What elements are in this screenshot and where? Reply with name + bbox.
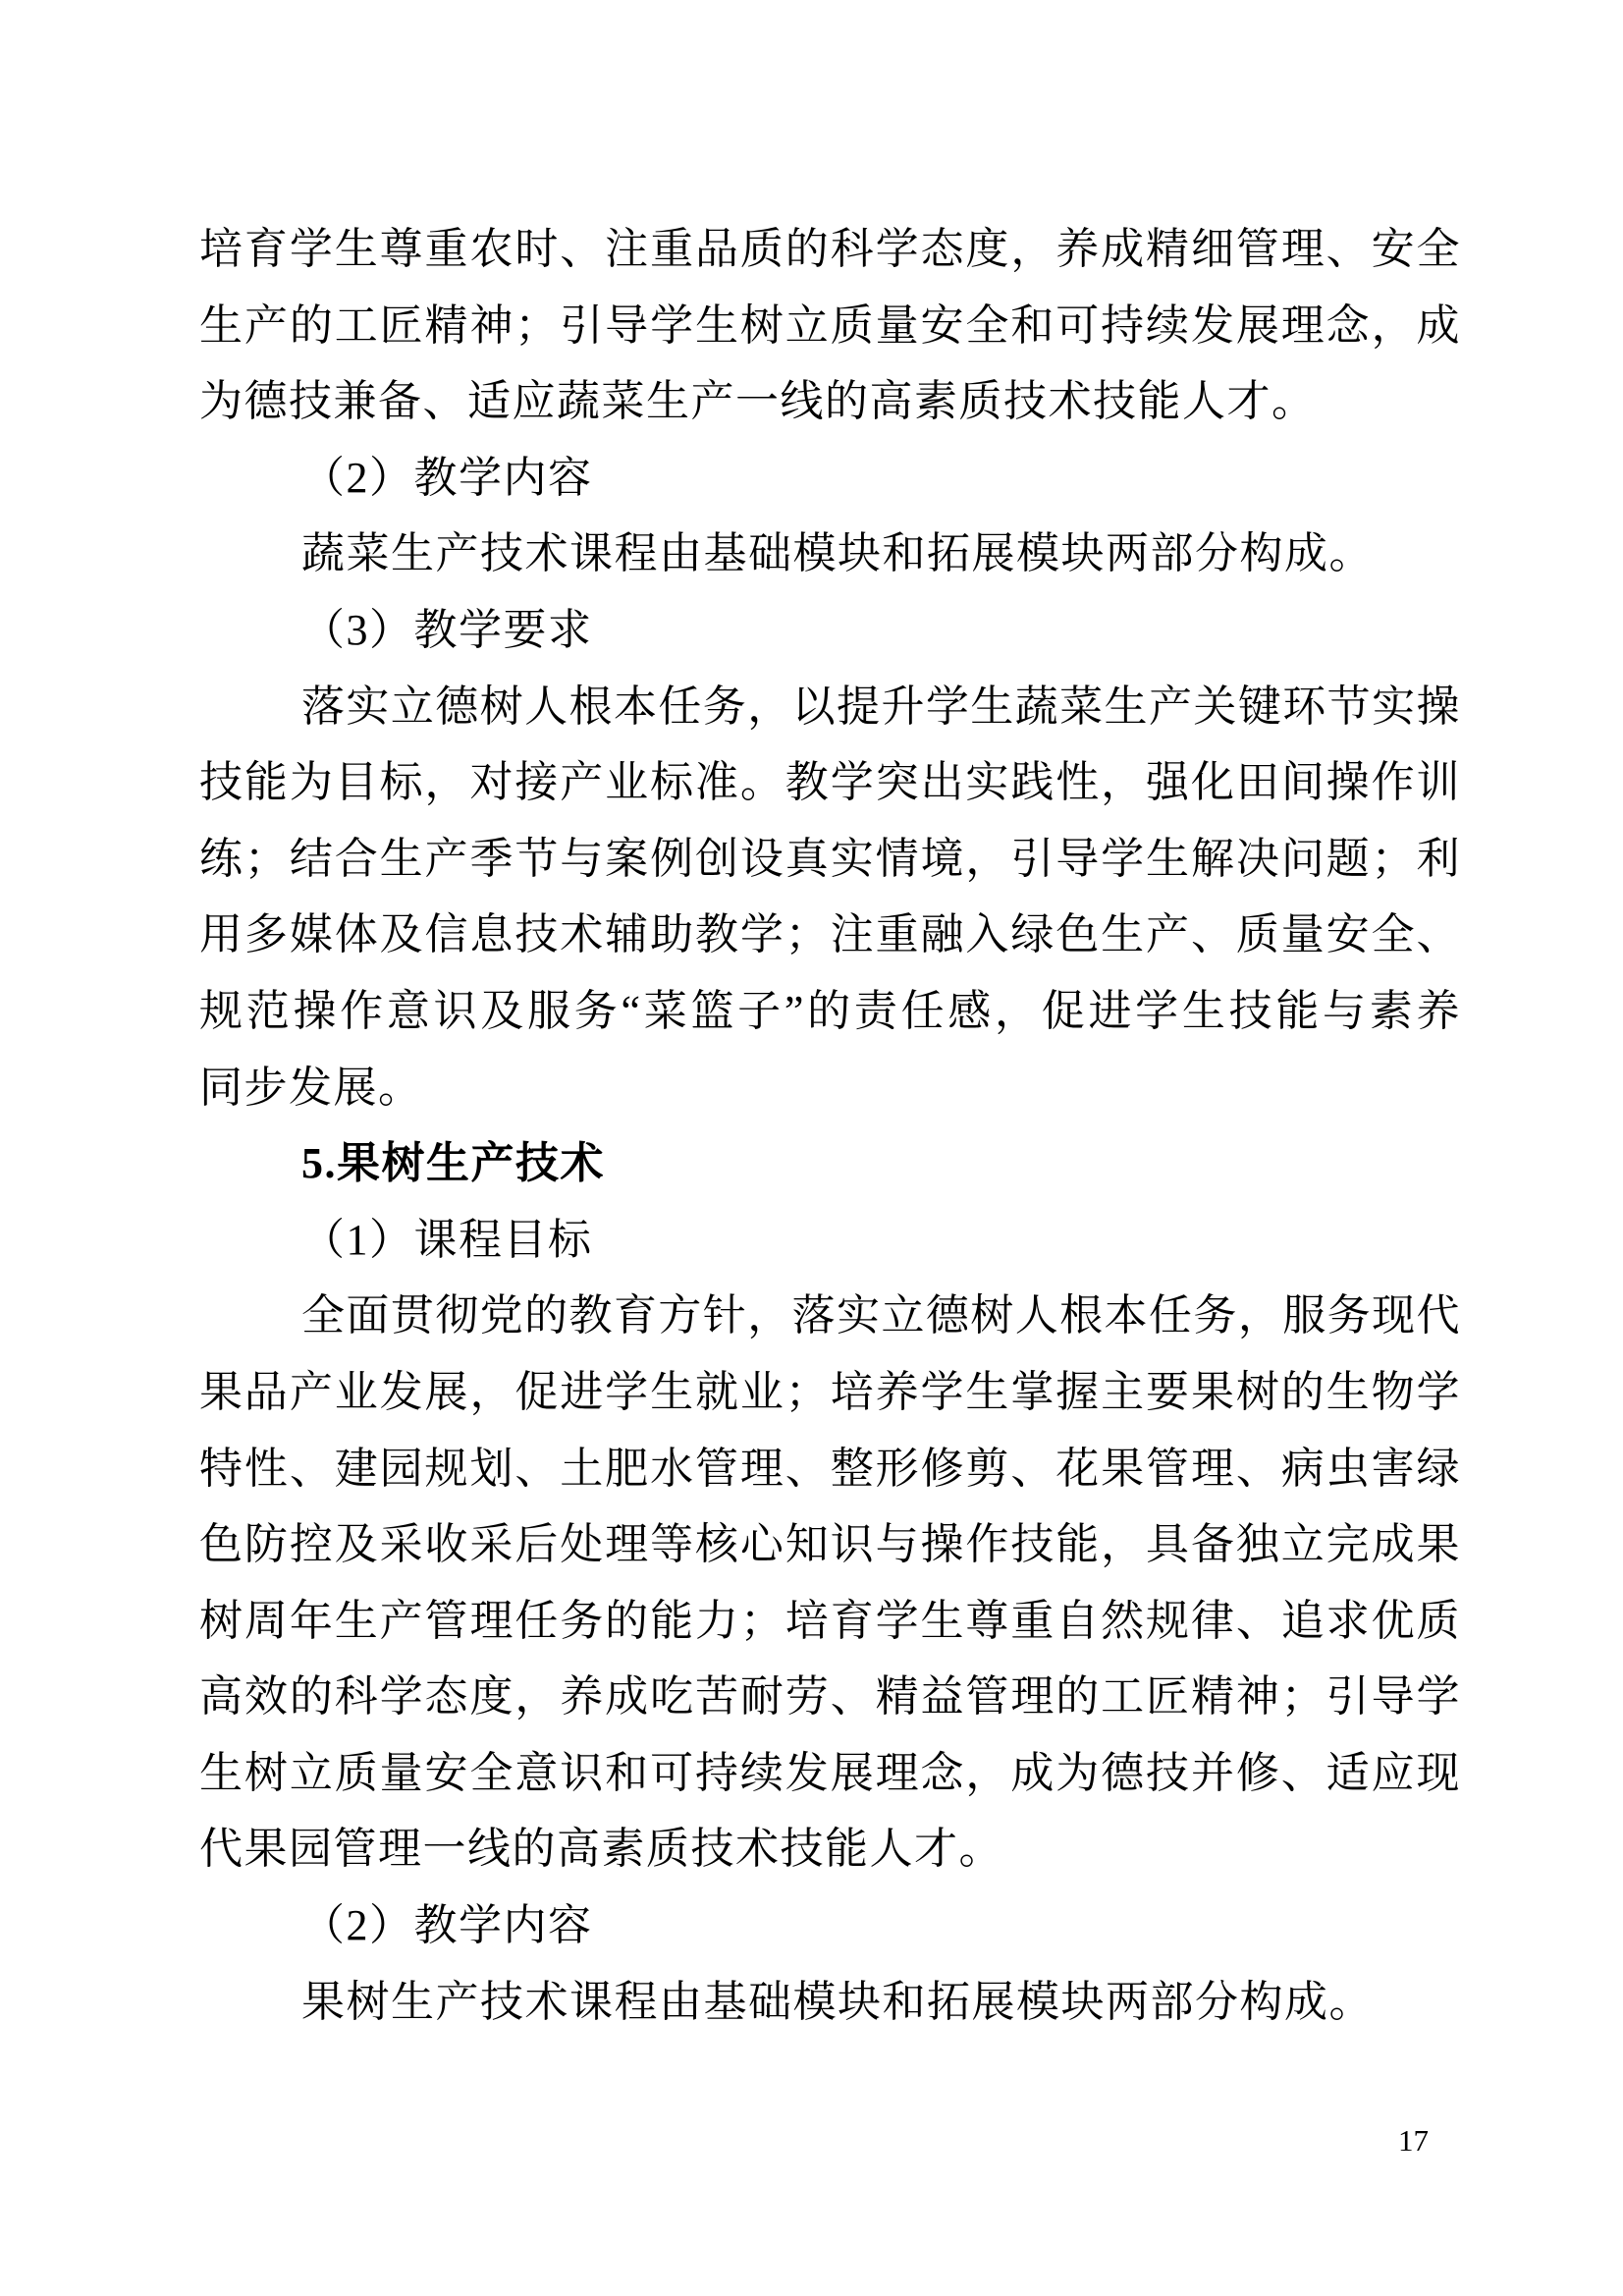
text-line: 果品产业发展，促进学生就业；培养学生掌握主要果树的生物学 <box>199 1367 1460 1416</box>
text-line: 落实立德树人根本任务，以提升学生蔬菜生产关键环节实操 <box>301 682 1460 731</box>
document-body <box>199 211 1460 2040</box>
text-line: 培育学生尊重农时、注重品质的科学态度，养成精细管理、安全 <box>199 225 1460 273</box>
text-line: 果树生产技术课程由基础模块和拓展模块两部分构成。 <box>301 1977 1374 2026</box>
text-line: 技能为目标，对接产业标准。教学突出实践性，强化田间操作训 <box>199 758 1460 807</box>
text-line: 高效的科学态度，养成吃苦耐劳、精益管理的工匠精神；引导学 <box>199 1672 1460 1722</box>
text-line: 生产的工匠精神；引导学生树立质量安全和可持续发展理念，成 <box>199 301 1460 350</box>
text-line: 练；结合生产季节与案例创设真实情境，引导学生解决问题；利 <box>199 834 1460 883</box>
text-line: 用多媒体及信息技术辅助教学；注重融入绿色生产、质量安全、 <box>199 910 1460 959</box>
subsection-label: （3）教学要求 <box>301 605 593 654</box>
section-heading: 5.果树生产技术 <box>301 1139 605 1188</box>
subsection-label: （2）教学内容 <box>301 1901 593 1950</box>
text-line: 规范操作意识及服务“菜篮子”的责任感，促进学生技能与素养 <box>199 986 1460 1035</box>
text-line: 特性、建园规划、土肥水管理、整形修剪、花果管理、病虫害绿 <box>199 1444 1460 1493</box>
text-line: 蔬菜生产技术课程由基础模块和拓展模块两部分构成。 <box>301 529 1374 578</box>
text-line: 色防控及采收采后处理等核心知识与操作技能，具备独立完成果 <box>199 1520 1460 1569</box>
text-line: 为德技兼备、适应蔬菜生产一线的高素质技术技能人才。 <box>199 377 1317 426</box>
text-line: 同步发展。 <box>199 1063 423 1112</box>
text-line: 全面贯彻党的教育方针，落实立德树人根本任务，服务现代 <box>301 1291 1460 1340</box>
text-line: 代果园管理一线的高素质技术技能人才。 <box>199 1825 1003 1874</box>
page-number: 17 <box>1398 2123 1429 2158</box>
text-line: 生树立质量安全意识和可持续发展理念，成为德技并修、适应现 <box>199 1748 1460 1797</box>
subsection-label: （2）教学内容 <box>301 453 593 502</box>
subsection-label: （1）课程目标 <box>301 1215 593 1264</box>
text-line: 树周年生产管理任务的能力；培育学生尊重自然规律、追求优质 <box>199 1596 1460 1645</box>
